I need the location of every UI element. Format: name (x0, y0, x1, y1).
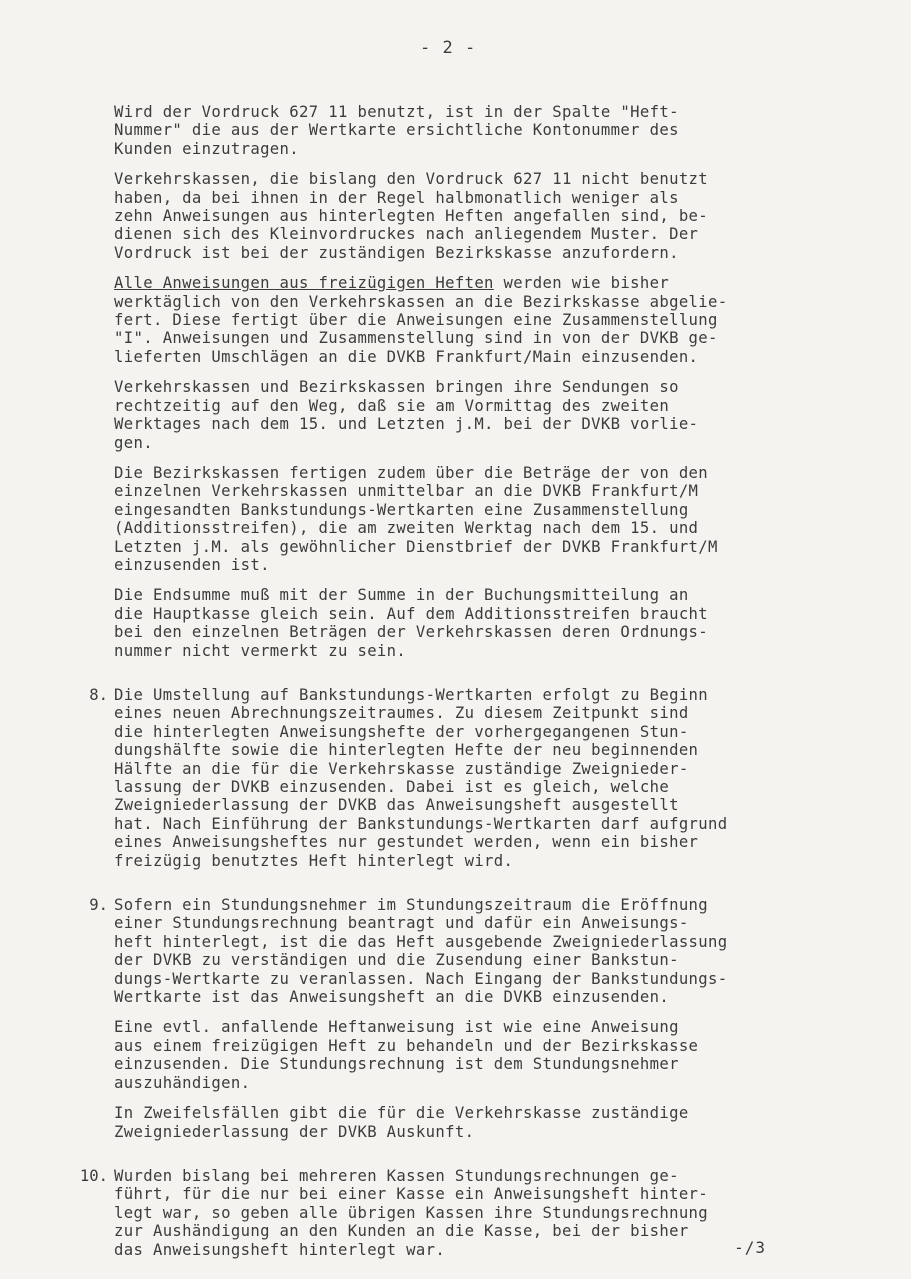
paragraph-freizuegige-hefte-text: werden wie bisher werktäglich von den Verkehrskassen an die Bezirkskasse abgelie- fert. Diese fertigt über die Anweisungen eine Zusammenstellung "I". Anweisungen und Zusammenstellung sind in von der DVKB ge- lieferten Umschlägen an die DVKB Frankfurt/Main einzusenden. (114, 274, 728, 366)
paragraph-freizuegige-hefte (114, 274, 814, 366)
numbered-item-8 (89, 685, 814, 870)
item-9-text: Sofern ein Stundungsnehmer im Stundungszeitraum die Eröffnung einer Stundungsrechnung beantragt und dafür ein Anweisungs- heft hinterlegt, ist die das Heft ausgebende Zweigniederlassung der DVKB zu verständigen und die Zusendung einer Bankstun- dungs-Wertkarte zu veranlassen. Nach Eingang der Bankstundungs- Wertkarte ist das Anweisungsheft an die DVKB einzusenden. (114, 896, 728, 1007)
paragraph-endsumme: Die Endsumme muß mit der Summe in der Buchungsmitteilung an die Hauptkasse gleich sein. Auf dem Additionsstreifen braucht bei den einzelnen Beträgen der Verkehrskassen deren Ordnungs- nummer nicht vermerkt zu sein. (114, 586, 709, 660)
page-number: - 2 - (420, 38, 477, 58)
item-10-text: Wurden bislang bei mehreren Kassen Stundungsrechnungen ge- führt, für die nur bei einer Kasse ein Anweisungsheft hinter- legt war, so geben alle übrigen Kassen ihre Stundungsrechnung zur Aushändigung an den Kunden an die Kasse, bei der bisher das Anweisungsheft hinterlegt war. (114, 1166, 709, 1259)
numbered-item-9 (89, 896, 814, 1141)
continuation-reference: -/3 (734, 1238, 766, 1257)
item-9-subparagraph-heftanweisung: Eine evtl. anfallende Heftanweisung ist wie eine Anweisung aus einem freizügigen Heft zu behandeln und der Bezirkskasse einzusenden. Die Stundungsrechnung ist dem Stundungsnehmer auszuhändigen. (114, 1018, 699, 1092)
paragraph-sendungen-timing: Verkehrskassen und Bezirkskassen bringen ihre Sendungen so rechtzeitig auf den Weg, daß sie am Vormittag des zweiten Werktages nach dem 15. und Letzten j.M. bei der DVKB vorlie- gen. (114, 378, 699, 452)
item-number: 8. (89, 685, 108, 704)
item-9-subparagraph-auskunft: In Zweifelsfällen gibt die für die Verkehrskasse zuständige Zweigniederlassung der DVKB Auskunft. (114, 1104, 689, 1141)
document-body (79, 103, 814, 1271)
item-number: 10. (79, 1166, 108, 1185)
paragraph-vordruck-usage: Wird der Vordruck 627 11 benutzt, ist in der Spalte "Heft- Nummer" die aus der Wertkarte ersichtliche Kontonummer des Kunden einzutragen. (114, 103, 679, 158)
item-number: 9. (89, 896, 108, 915)
item-8-text: Die Umstellung auf Bankstundungs-Wertkarten erfolgt zu Beginn eines neuen Abrechnungszeitraumes. Zu diesem Zeitpunkt sind die hinterlegten Anweisungshefte der vorhergegangenen Stun- dungshälfte sowie die hinterlegten Hefte der neu beginnenden Hälfte an die für die Verkehrskasse zuständige Zweignieder- lassung der DVKB einzusenden. Dabei ist es gleich, welche Zweigniederlassung der DVKB das Anweisungsheft ausgestellt hat. Nach Einführung der Bankstundungs-Wertkarten darf aufgrund eines Anweisungsheftes nur gestundet werden, wenn ein bisher freizügig benutztes Heft hinterlegt wird. (114, 685, 728, 870)
underlined-heading-phrase: Alle Anweisungen aus freizügigen Heften (114, 274, 494, 293)
paragraph-verkehrskassen-kleinvordruck: Verkehrskassen, die bislang den Vordruck 627 11 nicht benutzt haben, da bei ihnen in der Regel halbmonatlich weniger als zehn Anweisungen aus hinterlegten Heften angefallen sind, be- dienen sich des Kleinvordruckes nach anliegendem Muster. Der Vordruck ist bei der zuständigen Bezirkskasse anzufordern. (114, 170, 709, 262)
numbered-item-10 (79, 1166, 814, 1259)
paragraph-additionsstreifen: Die Bezirkskassen fertigen zudem über die Beträge der von den einzelnen Verkehrskassen unmittelbar an die DVKB Frankfurt/M eingesandten Bankstundungs-Wertkarten eine Zusammenstellung (Additionsstreifen), die am zweiten Werktag nach dem 15. und Letzten j.M. als gewöhnlicher Dienstbrief der DVKB Frankfurt/M einzusenden ist. (114, 463, 718, 574)
